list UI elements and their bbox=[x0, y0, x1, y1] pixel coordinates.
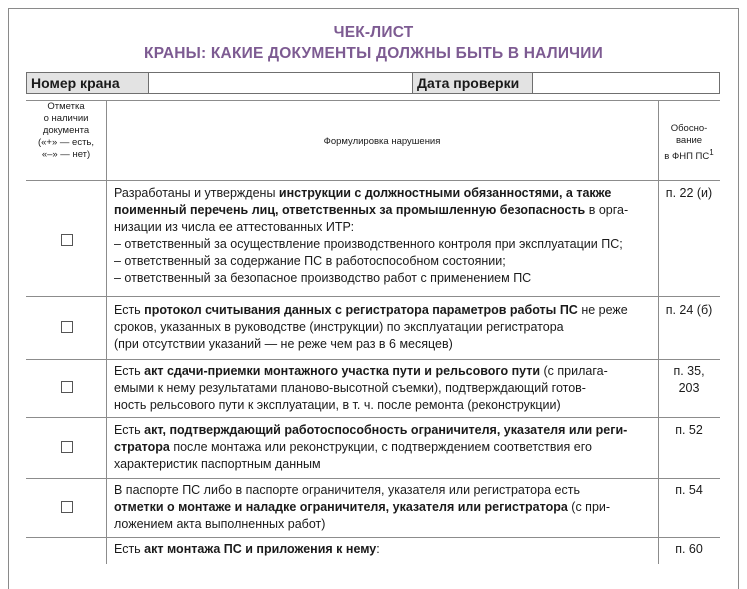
violation-line bbox=[114, 422, 654, 439]
row-separator bbox=[26, 478, 720, 479]
violation-line bbox=[114, 439, 654, 456]
violation-line bbox=[114, 380, 654, 397]
basis-reference bbox=[658, 302, 720, 319]
plain-text: Есть bbox=[114, 303, 145, 317]
basis-line: п. 52 bbox=[675, 423, 703, 437]
violation-line bbox=[114, 516, 654, 533]
column-divider-left bbox=[106, 100, 107, 564]
violation-text bbox=[114, 363, 654, 414]
row-separator bbox=[26, 296, 720, 297]
violation-text bbox=[114, 422, 654, 473]
document-presence-checkbox[interactable] bbox=[61, 234, 73, 246]
emphasized-text: акт монтажа ПС и приложения к нему bbox=[144, 542, 377, 556]
violation-line bbox=[114, 270, 654, 287]
basis-reference bbox=[658, 482, 720, 499]
violation-text bbox=[114, 541, 654, 558]
plain-text: ложением акта выполненных работ) bbox=[114, 517, 326, 531]
plain-text: – ответственный за осуществление производственного контроля при эксплуатации ПС; bbox=[114, 237, 623, 251]
plain-text: не реже bbox=[577, 303, 628, 317]
basis-line: п. 22 (и) bbox=[665, 186, 713, 200]
violation-line bbox=[114, 202, 654, 219]
plain-text: сроков, указанных в руководстве (инструкции) по эксплуатации регистратора bbox=[114, 320, 564, 334]
plain-text: (с прилага- bbox=[540, 364, 608, 378]
plain-text: ность рельсового пути к эксплуатации, в т. ч. после ремонта (реконструкции) bbox=[114, 398, 561, 412]
basis-line: п. 60 bbox=[675, 542, 703, 556]
column-header-basis: Обосно- вание в ФНП $ПС^1$ bbox=[664, 123, 714, 163]
check-date-label: Дата проверки bbox=[413, 73, 533, 93]
violation-line bbox=[114, 482, 654, 499]
plain-text: емыми к нему результатами планово-высотной съемки), подтверждающий готов- bbox=[114, 381, 586, 395]
table-top-rule bbox=[26, 100, 720, 101]
violation-line bbox=[114, 499, 654, 516]
emphasized-text: инструкции с должностными обязанностями, а также bbox=[278, 186, 612, 200]
checklist-title: ЧЕК-ЛИСТ bbox=[333, 24, 414, 41]
emphasized-text: поименный перечень лиц, ответственных за промышленную безопасность bbox=[114, 203, 586, 217]
violation-line bbox=[114, 456, 654, 473]
plain-text: Разработаны и утверждены bbox=[114, 186, 279, 200]
plain-text: низации из числа ее аттестованных ИТР: bbox=[114, 220, 355, 234]
violation-line bbox=[114, 363, 654, 380]
emphasized-text: протокол считывания данных с регистратора параметров работы ПС bbox=[144, 303, 578, 317]
emphasized-text: акт, подтверждающий работоспособность ограничителя, указателя или реги- bbox=[144, 423, 628, 437]
crane-number-label: Номер крана bbox=[27, 73, 149, 93]
violation-line bbox=[114, 336, 654, 353]
basis-line: 203 bbox=[678, 381, 700, 395]
document-presence-checkbox[interactable] bbox=[61, 441, 73, 453]
basis-reference bbox=[658, 422, 720, 439]
emphasized-text: отметки о монтаже и наладке ограничителя, указателя или регистратора bbox=[114, 500, 568, 514]
plain-text: (с при- bbox=[567, 500, 611, 514]
violation-line bbox=[114, 397, 654, 414]
row-separator bbox=[26, 537, 720, 538]
violation-line bbox=[114, 253, 654, 270]
basis-line: п. 54 bbox=[675, 483, 703, 497]
plain-text: – ответственный за содержание ПС в работоспособном состоянии; bbox=[114, 254, 506, 268]
plain-text: после монтажа или реконструкции, с подтверждением соответствия его bbox=[169, 440, 592, 454]
header-bottom-rule bbox=[26, 180, 720, 181]
column-header-violation: Формулировка нарушения bbox=[323, 136, 441, 147]
plain-text: в орга- bbox=[585, 203, 629, 217]
basis-reference bbox=[658, 363, 720, 397]
plain-text: – ответственный за безопасное производство работ с применением ПС bbox=[114, 271, 532, 285]
emphasized-text: стратора bbox=[114, 440, 170, 454]
row-separator bbox=[26, 417, 720, 418]
violation-text bbox=[114, 185, 654, 287]
document-presence-checkbox[interactable] bbox=[61, 321, 73, 333]
violation-line bbox=[114, 236, 654, 253]
basis-reference bbox=[658, 541, 720, 558]
basis-line: п. 24 (б) bbox=[665, 303, 713, 317]
crane-number-field[interactable] bbox=[149, 73, 413, 93]
basis-reference bbox=[658, 185, 720, 202]
violation-line bbox=[114, 185, 654, 202]
column-header-mark: Отметка о наличии документа («+» — есть, «–» — нет) bbox=[37, 101, 95, 160]
violation-line bbox=[114, 302, 654, 319]
plain-text: Есть bbox=[114, 423, 145, 437]
violation-line bbox=[114, 219, 654, 236]
document-presence-checkbox[interactable] bbox=[61, 501, 73, 513]
violation-text bbox=[114, 482, 654, 533]
basis-line: п. 35, bbox=[673, 364, 705, 378]
plain-text: В паспорте ПС либо в паспорте ограничителя, указателя или регистратора есть bbox=[114, 483, 580, 497]
emphasized-text: акт сдачи-приемки монтажного участка пути и рельсового пути bbox=[144, 364, 541, 378]
violation-line bbox=[114, 319, 654, 336]
violation-text bbox=[114, 302, 654, 353]
violation-line bbox=[114, 541, 654, 558]
document-presence-checkbox[interactable] bbox=[61, 381, 73, 393]
check-date-field[interactable] bbox=[533, 73, 719, 93]
plain-text: (при отсутствии указаний — не реже чем раз в 6 месяцев) bbox=[114, 337, 453, 351]
plain-text: Есть bbox=[114, 542, 145, 556]
footnote-mark: 1 bbox=[709, 148, 714, 157]
crane-info-row bbox=[26, 72, 720, 94]
plain-text: : bbox=[376, 542, 380, 556]
row-separator bbox=[26, 359, 720, 360]
plain-text: характеристик паспортным данным bbox=[114, 457, 321, 471]
plain-text: Есть bbox=[114, 364, 145, 378]
checklist-subtitle: КРАНЫ: КАКИЕ ДОКУМЕНТЫ ДОЛЖНЫ БЫТЬ В НАЛИЧИИ bbox=[144, 45, 603, 62]
